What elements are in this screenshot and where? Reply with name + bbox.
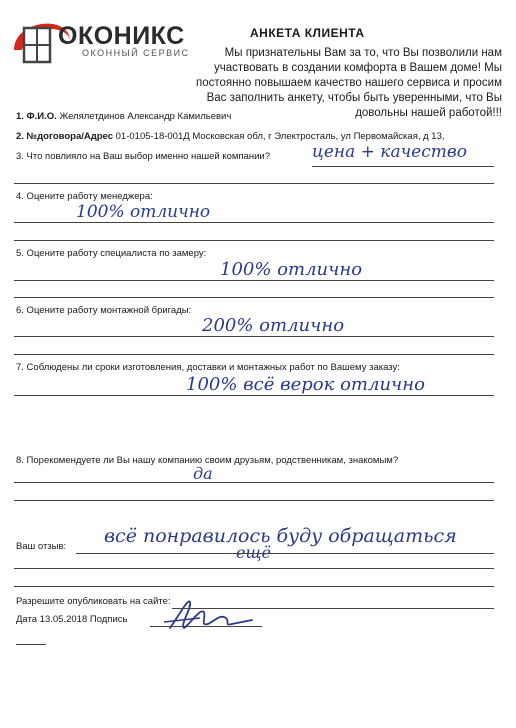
answer-line — [14, 482, 494, 483]
fio-value: Желялетдинов Александр Камильевич — [59, 111, 232, 122]
question-label: 6. Оцените работу монтажной бригады: — [16, 305, 192, 316]
review-handwritten: ещё — [236, 543, 271, 562]
answer-handwritten: 100% отлично — [76, 202, 211, 222]
contract-value: 01-0105-18-001Д Московская обл, г Электросталь, ул Первомайская, д 13, — [115, 131, 445, 142]
answer-handwritten: 200% отлично — [202, 315, 345, 336]
publish-label: Разрешите опубликовать на сайте: — [16, 596, 171, 607]
answer-line — [14, 586, 494, 587]
intro-line: Вас заполнить анкету, чтобы быть уверенными, что Вы довольны нашей работой!!! — [206, 92, 502, 119]
fio-row — [16, 111, 231, 122]
answer-handwritten: 100% всё верок отлично — [186, 374, 425, 395]
brand-name: ОКОНИКС — [58, 22, 185, 50]
answer-line — [14, 183, 494, 184]
handwritten-signature — [160, 594, 270, 634]
answer-handwritten: да — [193, 464, 213, 483]
question-label: 5. Оцените работу специалиста по замеру: — [16, 248, 207, 259]
review-handwritten: всё понравилось буду обращаться — [104, 525, 457, 547]
question-label: 8. Порекомендуете ли Вы нашу компанию своим друзьям, родственникам, знакомым? — [16, 455, 399, 466]
contract-label: 2. №договора/Адрес — [16, 131, 113, 142]
contract-row — [16, 131, 445, 142]
answer-line — [312, 166, 494, 167]
answer-handwritten: 100% отлично — [220, 259, 363, 280]
review-label: Ваш отзыв: — [16, 541, 67, 552]
answer-line — [14, 336, 494, 337]
intro-line: участвовать в создании комфорта в Вашем доме! Мы — [213, 62, 502, 74]
answer-line — [14, 297, 494, 298]
intro-text — [172, 46, 502, 121]
answer-line — [14, 280, 494, 281]
footer-short-line — [16, 644, 46, 645]
date-signature-label: Дата 13.05.2018 Подпись — [16, 614, 128, 625]
answer-line — [14, 395, 494, 396]
question-label: 4. Оцените работу менеджера: — [16, 191, 153, 202]
question-label: 3. Что повлияло на Ваш выбор именно нашей компании? — [16, 151, 271, 162]
intro-line: постоянно повышаем качество нашего сервиса и просим — [196, 77, 502, 89]
question-label: 7. Соблюдены ли сроки изготовления, доставки и монтажных работ по Вашему заказу: — [16, 362, 400, 373]
answer-line — [14, 568, 494, 569]
answer-line — [14, 240, 494, 241]
intro-line: Мы признательны Вам за то, что Вы позволили нам — [224, 47, 502, 59]
answer-line — [14, 500, 494, 501]
brand-tagline: ОКОННЫЙ СЕРВИС — [82, 48, 190, 58]
answer-line — [76, 553, 494, 554]
answer-line — [14, 222, 494, 223]
fio-label: 1. Ф.И.О. — [16, 111, 57, 122]
answer-line — [14, 354, 494, 355]
form-title: АНКЕТА КЛИЕНТА — [250, 26, 365, 40]
answer-handwritten: цена + качество — [312, 142, 468, 162]
